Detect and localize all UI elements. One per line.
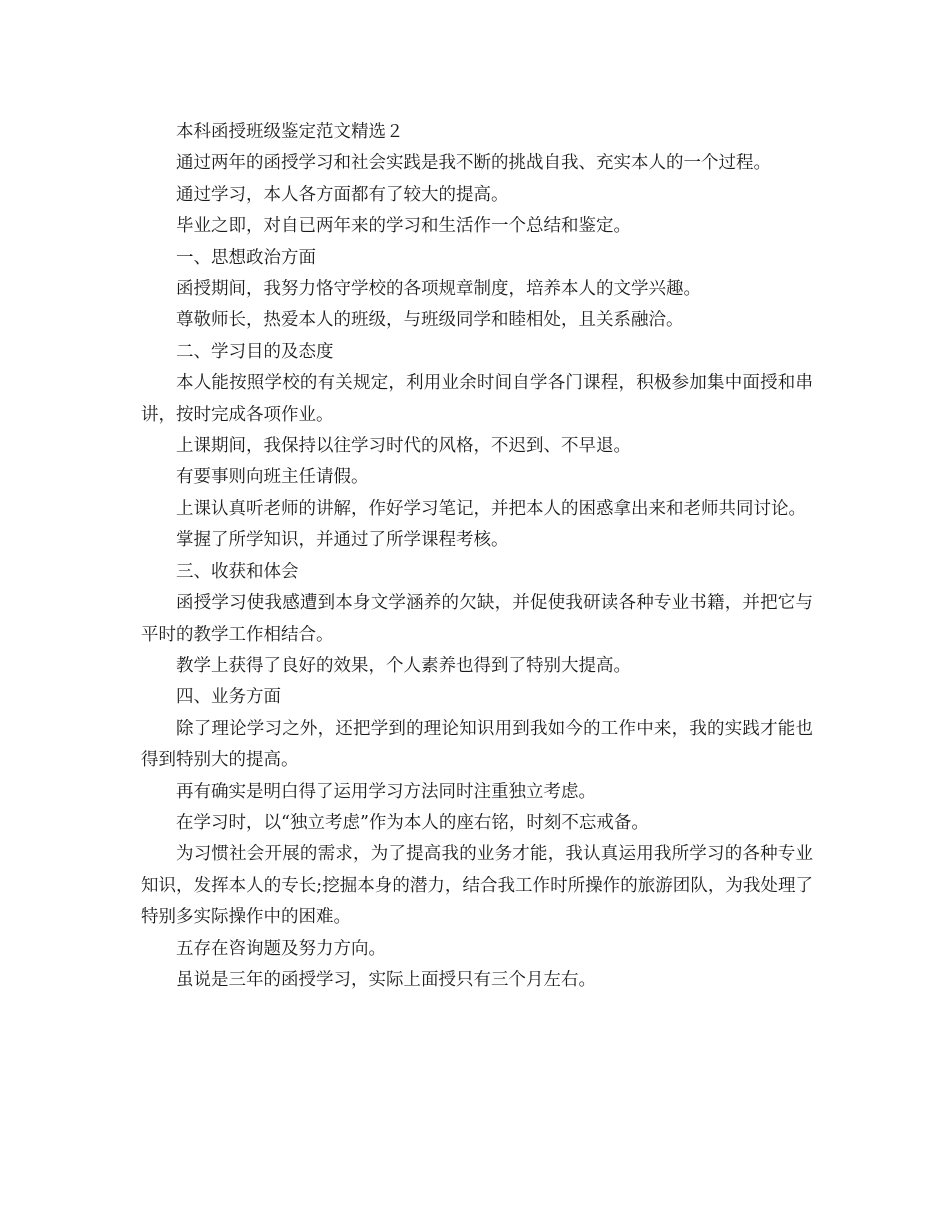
paragraph: 函授学习使我感遭到本身文学涵养的欠缺，并促使我研读各种专业书籍，并把它与平时的教学工作相结合。 xyxy=(141,593,813,645)
section-heading: 五存在咨询题及努力方向。 xyxy=(176,938,386,959)
paragraph: 有要事则向班主任请假。 xyxy=(176,467,369,488)
document-title: 本科函授班级鉴定范文精选２ xyxy=(176,122,404,142)
paragraph: 函授期间，我努力恪守学校的各项规章制度，培养本人的文学兴趣。 xyxy=(176,279,701,300)
section-heading: 二、学习目的及态度 xyxy=(176,341,334,362)
paragraph: 虽说是三年的函授学习，实际上面授只有三个月左右。 xyxy=(176,969,596,990)
paragraph: 本人能按照学校的有关规定，利用业余时间自学各门课程，积极参加集中面授和串讲，按时完成各项作业。 xyxy=(141,373,813,425)
section-heading: 一、思想政治方面 xyxy=(176,247,316,268)
paragraph: 尊敬师长，热爱本人的班级，与班级同学和睦相处，且关系融洽。 xyxy=(176,310,684,331)
paragraph: 通过两年的函授学习和社会实践是我不断的挑战自我、充实本人的一个过程。 xyxy=(176,153,771,174)
paragraph: 掌握了所学知识，并通过了所学课程考核。 xyxy=(176,530,509,551)
section-heading: 四、业务方面 xyxy=(176,687,281,708)
paragraph: 再有确实是明白得了运用学习方法同时注重独立考虑。 xyxy=(176,781,596,802)
paragraph: 通过学习，本人各方面都有了较大的提高。 xyxy=(176,184,509,205)
paragraph: 上课认真听老师的讲解，作好学习笔记，并把本人的困惑拿出来和老师共同讨论。 xyxy=(176,498,806,519)
paragraph: 除了理论学习之外，还把学到的理论知识用到我如今的工作中来，我的实践才能也得到特别大的提高。 xyxy=(141,718,813,771)
paragraph: 教学上获得了良好的效果，个人素养也得到了特别大提高。 xyxy=(176,655,631,676)
paragraph: 上课期间，我保持以往学习时代的风格，不迟到、不早退。 xyxy=(176,436,631,457)
paragraph: 毕业之即，对自已两年来的学习和生活作一个总结和鉴定。 xyxy=(176,216,631,237)
document-body xyxy=(141,117,813,996)
section-heading: 三、收获和体会 xyxy=(176,561,299,582)
paragraph: 为习惯社会开展的需求，为了提高我的业务才能，我认真运用我所学习的各种专业知识，发挥本人的专长;挖掘本身的潜力，结合我工作时所操作的旅游团队，为我处理了特别多实际操作中的困难。 xyxy=(141,844,813,928)
paragraph: 在学习时，以“独立考虑”作为本人的座右铭，时刻不忘戒备。 xyxy=(176,812,649,833)
